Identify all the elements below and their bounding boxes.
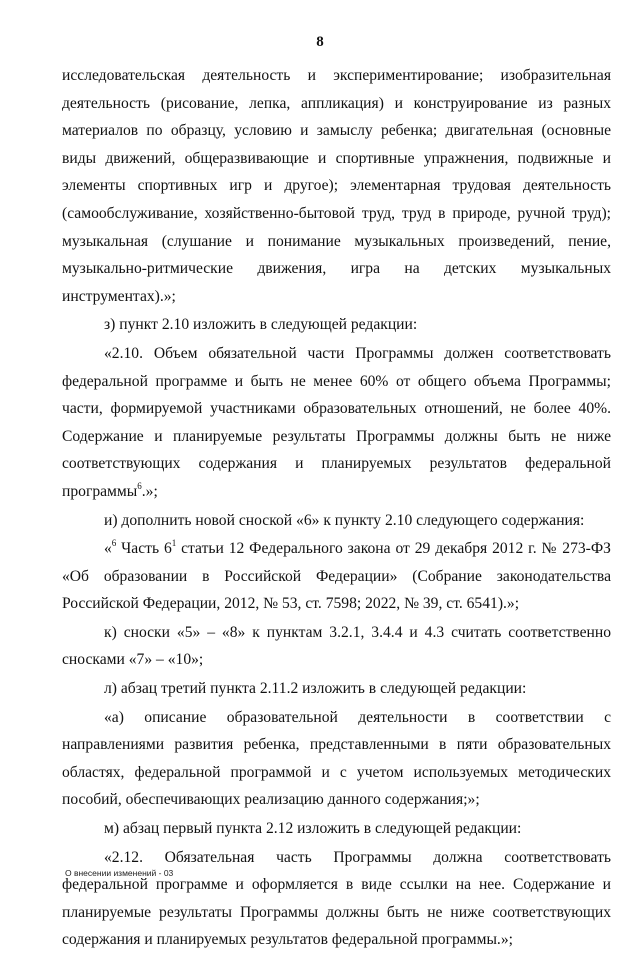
footnote-ref-6: 6 <box>137 480 142 491</box>
footnote-text-part: Часть 6 <box>116 540 172 558</box>
paragraph-footnote-6 <box>62 535 611 618</box>
clause-2-10-text: «2.10. Объем обязательной части Программы должен соответствовать федеральной программе и быть не менее 60% от общего объема Программы; части, формируемой участниками образовательных отношений, не более 40%. Содержание и планируемые результаты Программы должны быть не ниже соответствующих содержания и планируемых результатов федеральной программы <box>62 344 611 500</box>
paragraph-clause-a: «а) описание образовательной деятельности в соответствии с направлениями развития ребенка, представленными в пяти образовательных областях, федеральной программой и с учетом используемых методических пособий, обеспечивающих реализацию данного содержания;»; <box>62 708 611 809</box>
footnote-text-rest: статьи 12 Федерального закона от 29 декабря 2012 г. № 273-ФЗ «Об образовании в Российской Федерации» (Собрание законодательства Российской Федерации, 2012, № 53, ст. 7598; 2022, № 39, ст. 6541).»; <box>62 540 611 613</box>
paragraph-item-z: з) пункт 2.10 изложить в следующей редакции: <box>104 316 418 334</box>
paragraph-clause-2-10 <box>62 340 611 506</box>
footnote-superscript-1: 1 <box>171 537 177 548</box>
paragraph-clause-2-12: «2.12. Обязательная часть Программы должна соответствовать федеральной программе и оформляется в виде ссылки на нее. Содержание и планируемые результаты Программы должны быть не ниже соответствующих содержания и планируемых результатов федеральной программы.»; <box>62 848 611 949</box>
footnote-marker-6: 6 <box>111 537 117 548</box>
document-body <box>62 62 611 954</box>
clause-2-10-end: .»; <box>141 482 158 500</box>
paragraph-item-l: л) абзац третий пункта 2.11.2 изложить в следующей редакции: <box>104 680 527 698</box>
footnote-open-quote: « <box>104 540 112 558</box>
paragraph-item-i: и) дополнить новой сноской «6» к пункту 2.10 следующего содержания: <box>104 511 585 529</box>
paragraph-item-m: м) абзац первый пункта 2.12 изложить в следующей редакции: <box>104 820 522 838</box>
paragraph-item-k: к) сноски «5» – «8» к пунктам 3.2.1, 3.4.4 и 4.3 считать соответственно сносками «7» – «10»; <box>62 623 611 669</box>
page-number: 8 <box>316 34 324 50</box>
footer-doc-label: О внесении изменений - 03 <box>65 868 174 878</box>
paragraph-activities-continuation: исследовательская деятельность и экспериментирование; изобразительная деятельность (рисование, лепка, аппликация) и конструирование из разных материалов по образцу, условию и замыслу ребенка; двигательная (основные виды движений, общеразвивающие и спортивные упражнения, подвижные и элементы спортивных игр и другое); элементарная трудовая деятельность (самообслуживание, хозяйственно-бытовой труд, труд в природе, ручной труд); музыкальная (слушание и понимание музыкальных произведений, пение, музыкально-ритмические движения, игра на детских музыкальных инструментах).»; <box>62 67 611 305</box>
